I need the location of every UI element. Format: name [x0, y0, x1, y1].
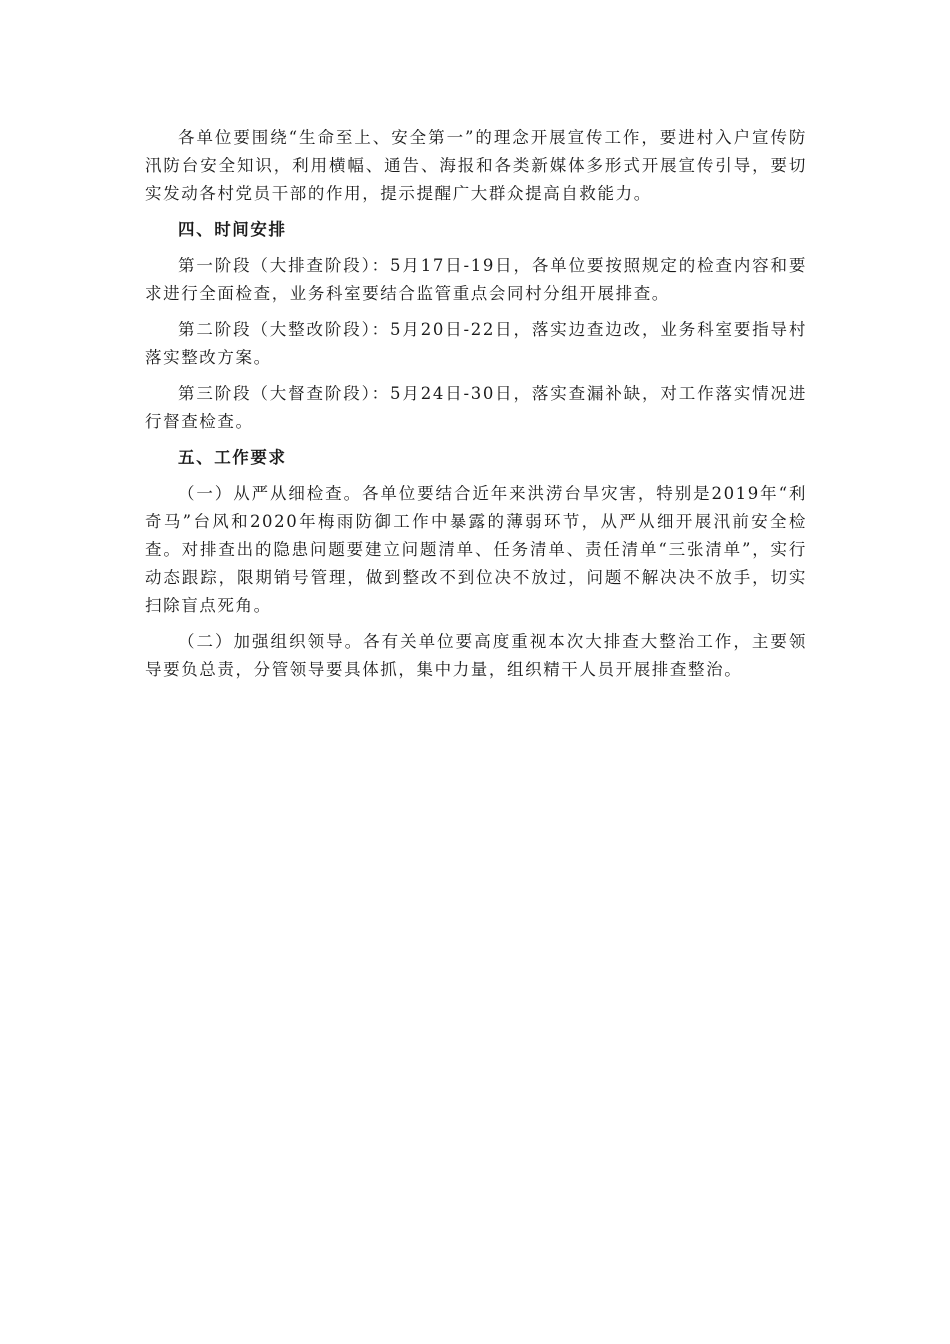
- requirement-2-paragraph: （二）加强组织领导。各有关单位要高度重视本次大排查大整治工作，主要领导要负总责，分管领导要具体抓，集中力量，组织精干人员开展排查整治。: [145, 632, 807, 679]
- publicity-paragraph: 各单位要围绕“生命至上、安全第一”的理念开展宣传工作，要进村入户宣传防汛防台安全知识，利用横幅、通告、海报和各类新媒体多形式开展宣传引导，要切实发动各村党员干部的作用，提示提醒广大群众提高自救能力。: [145, 128, 807, 203]
- document-page: [145, 124, 807, 692]
- stage-1-paragraph: 第一阶段（大排查阶段）：5月17日-19日，各单位要按照规定的检查内容和要求进行全面检查，业务科室要结合监管重点会同村分组开展排查。: [145, 256, 807, 303]
- stage-2-paragraph: 第二阶段（大整改阶段）：5月20日-22日，落实边查边改，业务科室要指导村落实整改方案。: [145, 320, 807, 367]
- section-heading-requirements: 五、工作要求: [178, 448, 287, 467]
- stage-3-paragraph: 第三阶段（大督查阶段）：5月24日-30日，落实查漏补缺，对工作落实情况进行督查检查。: [145, 384, 807, 431]
- requirement-1-paragraph: （一）从严从细检查。各单位要结合近年来洪涝台旱灾害，特别是2019年“利奇马”台风和2020年梅雨防御工作中暴露的薄弱环节，从严从细开展汛前安全检查。对排查出的隐患问题要建立问题清单、任务清单、责任清单“三张清单”，实行动态跟踪，限期销号管理，做到整改不到位决不放过，问题不解决决不放手，切实扫除盲点死角。: [145, 484, 807, 615]
- section-heading-schedule: 四、时间安排: [178, 220, 287, 239]
